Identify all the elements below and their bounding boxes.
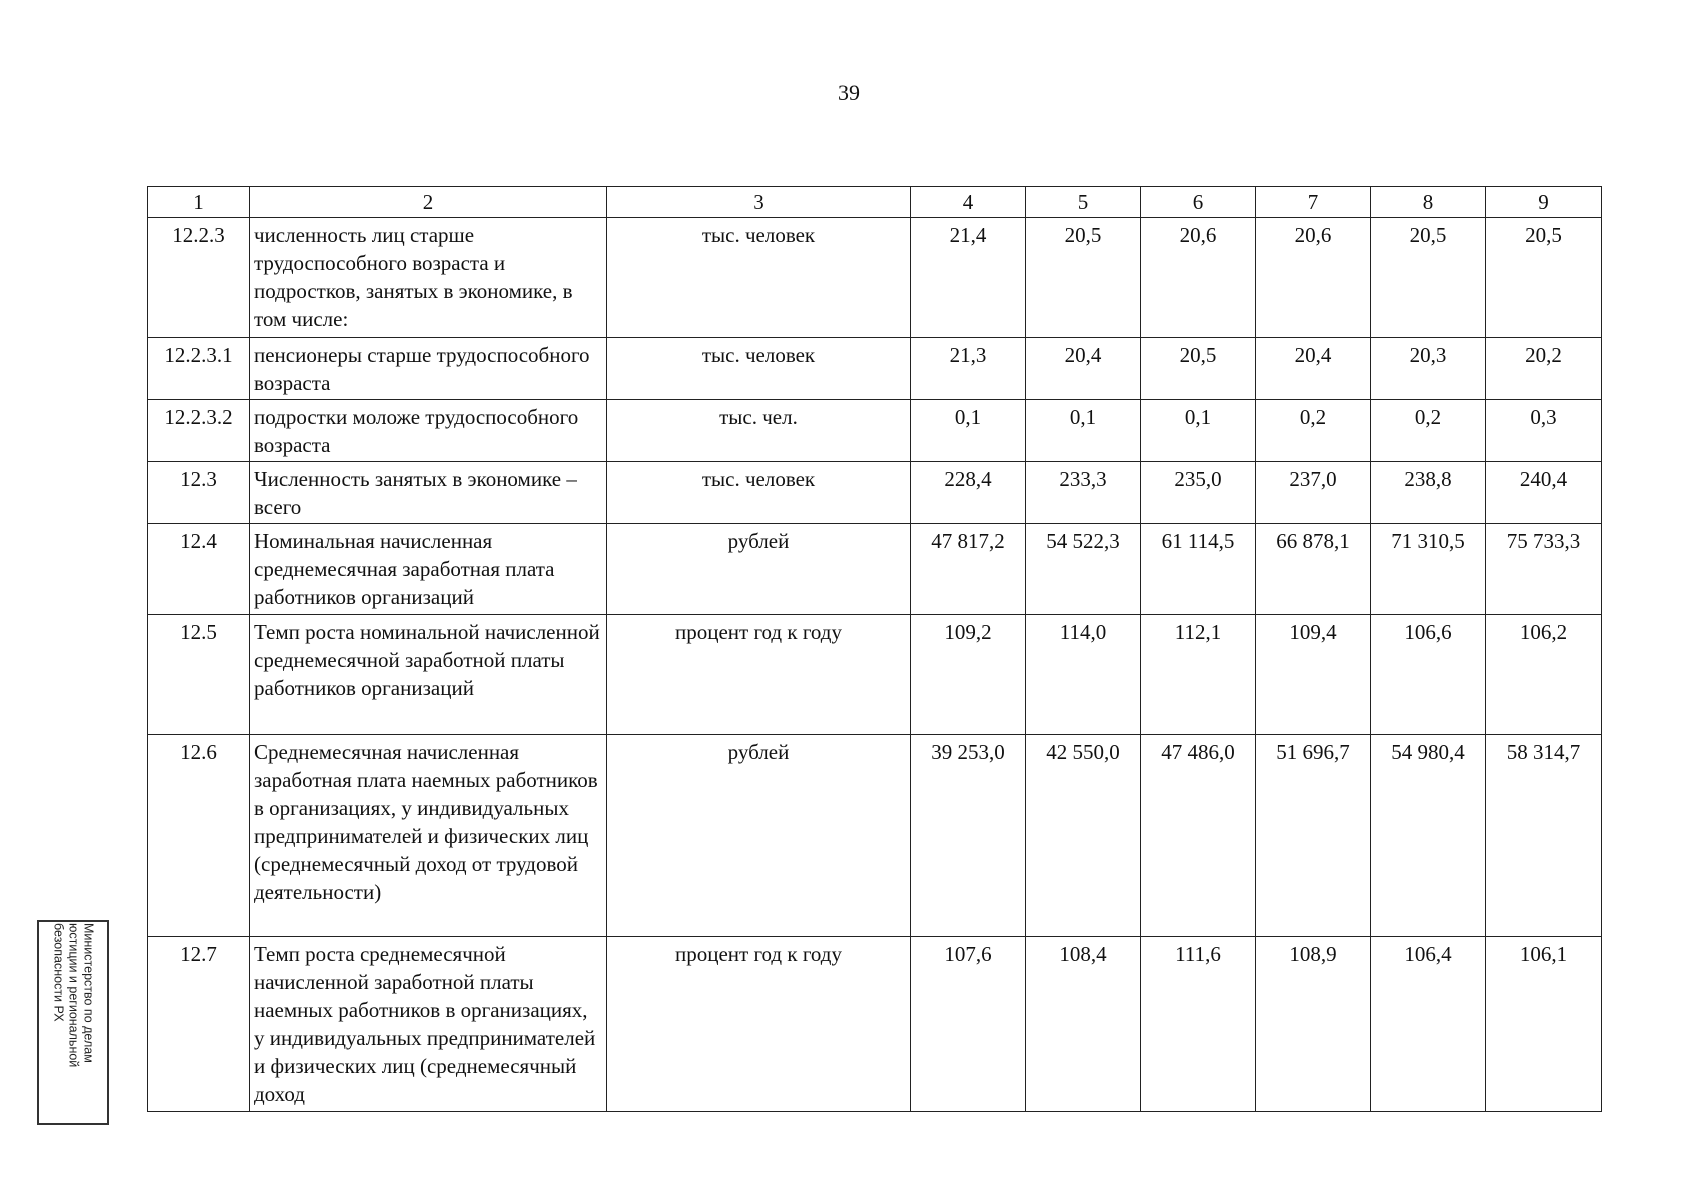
data-table (147, 186, 1602, 1112)
row-value: 237,0 (1256, 462, 1371, 524)
row-number: 12.5 (148, 615, 250, 735)
column-header: 1 (148, 187, 250, 218)
row-unit: процент год к году (607, 615, 911, 735)
row-value: 240,4 (1486, 462, 1602, 524)
row-number: 12.3 (148, 462, 250, 524)
row-value: 106,1 (1486, 937, 1602, 1112)
row-unit: рублей (607, 524, 911, 615)
row-value: 109,4 (1256, 615, 1371, 735)
table-row (148, 218, 1602, 338)
row-value: 58 314,7 (1486, 735, 1602, 937)
row-indicator: Номинальная начисленная среднемесячная заработная плата работников организаций (250, 524, 607, 615)
table-row (148, 400, 1602, 462)
column-header: 8 (1371, 187, 1486, 218)
row-number: 12.7 (148, 937, 250, 1112)
row-value: 0,2 (1371, 400, 1486, 462)
row-value: 0,1 (911, 400, 1026, 462)
stamp-line: Министерство по делам (81, 922, 96, 1063)
row-indicator: подростки моложе трудоспособного возраста (250, 400, 607, 462)
row-value: 106,2 (1486, 615, 1602, 735)
row-value: 21,3 (911, 338, 1026, 400)
row-indicator: Численность занятых в экономике – всего (250, 462, 607, 524)
stamp-line: юстиции и региональной (66, 922, 81, 1067)
row-number: 12.2.3.2 (148, 400, 250, 462)
row-value: 20,6 (1256, 218, 1371, 338)
row-value: 111,6 (1141, 937, 1256, 1112)
table-row (148, 735, 1602, 937)
row-value: 108,9 (1256, 937, 1371, 1112)
row-value: 54 522,3 (1026, 524, 1141, 615)
row-value: 42 550,0 (1026, 735, 1141, 937)
row-value: 238,8 (1371, 462, 1486, 524)
row-value: 235,0 (1141, 462, 1256, 524)
row-value: 112,1 (1141, 615, 1256, 735)
table-row (148, 615, 1602, 735)
row-value: 20,5 (1026, 218, 1141, 338)
row-value: 20,5 (1486, 218, 1602, 338)
row-value: 228,4 (911, 462, 1026, 524)
row-value: 106,4 (1371, 937, 1486, 1112)
row-unit: тыс. человек (607, 218, 911, 338)
row-unit: тыс. человек (607, 338, 911, 400)
row-number: 12.2.3 (148, 218, 250, 338)
column-header: 5 (1026, 187, 1141, 218)
row-value: 114,0 (1026, 615, 1141, 735)
row-indicator: Темп роста номинальной начисленной среднемесячной заработной платы работников организаций (250, 615, 607, 735)
column-header: 6 (1141, 187, 1256, 218)
row-value: 108,4 (1026, 937, 1141, 1112)
row-value: 20,5 (1371, 218, 1486, 338)
row-value: 75 733,3 (1486, 524, 1602, 615)
stamp-text (51, 923, 96, 1123)
row-value: 0,2 (1256, 400, 1371, 462)
row-value: 20,4 (1256, 338, 1371, 400)
row-indicator: Темп роста среднемесячной начисленной заработной платы наемных работников в организациях, у индивидуальных предпринимателей и физических лиц (среднемесячный доход (250, 937, 607, 1112)
row-value: 0,3 (1486, 400, 1602, 462)
row-value: 47 817,2 (911, 524, 1026, 615)
row-value: 233,3 (1026, 462, 1141, 524)
row-value: 0,1 (1141, 400, 1256, 462)
stamp-line: безопасности РХ (51, 922, 66, 1022)
row-value: 51 696,7 (1256, 735, 1371, 937)
row-indicator: Среднемесячная начисленная заработная плата наемных работников в организациях, у индивидуальных предпринимателей и физических лиц (среднемесячный доход от трудовой деятельности) (250, 735, 607, 937)
row-unit: рублей (607, 735, 911, 937)
column-header: 9 (1486, 187, 1602, 218)
row-unit: тыс. человек (607, 462, 911, 524)
row-value: 21,4 (911, 218, 1026, 338)
row-unit: процент год к году (607, 937, 911, 1112)
row-number: 12.2.3.1 (148, 338, 250, 400)
row-value: 20,2 (1486, 338, 1602, 400)
row-value: 47 486,0 (1141, 735, 1256, 937)
table-row (148, 462, 1602, 524)
page-number: 39 (838, 80, 860, 105)
column-header: 3 (607, 187, 911, 218)
row-indicator: численность лиц старше трудоспособного возраста и подростков, занятых в экономике, в том числе: (250, 218, 607, 338)
ministry-stamp (37, 920, 109, 1125)
table-row (148, 937, 1602, 1112)
row-value: 20,3 (1371, 338, 1486, 400)
row-number: 12.6 (148, 735, 250, 937)
row-value: 109,2 (911, 615, 1026, 735)
column-header: 7 (1256, 187, 1371, 218)
row-value: 107,6 (911, 937, 1026, 1112)
row-unit: тыс. чел. (607, 400, 911, 462)
row-value: 106,6 (1371, 615, 1486, 735)
row-value: 61 114,5 (1141, 524, 1256, 615)
row-number: 12.4 (148, 524, 250, 615)
row-indicator: пенсионеры старше трудоспособного возраста (250, 338, 607, 400)
row-value: 54 980,4 (1371, 735, 1486, 937)
column-header: 4 (911, 187, 1026, 218)
row-value: 39 253,0 (911, 735, 1026, 937)
row-value: 0,1 (1026, 400, 1141, 462)
row-value: 66 878,1 (1256, 524, 1371, 615)
table-row (148, 338, 1602, 400)
header-row (148, 187, 1602, 218)
table-row (148, 524, 1602, 615)
row-value: 20,4 (1026, 338, 1141, 400)
row-value: 20,6 (1141, 218, 1256, 338)
row-value: 20,5 (1141, 338, 1256, 400)
row-value: 71 310,5 (1371, 524, 1486, 615)
column-header: 2 (250, 187, 607, 218)
